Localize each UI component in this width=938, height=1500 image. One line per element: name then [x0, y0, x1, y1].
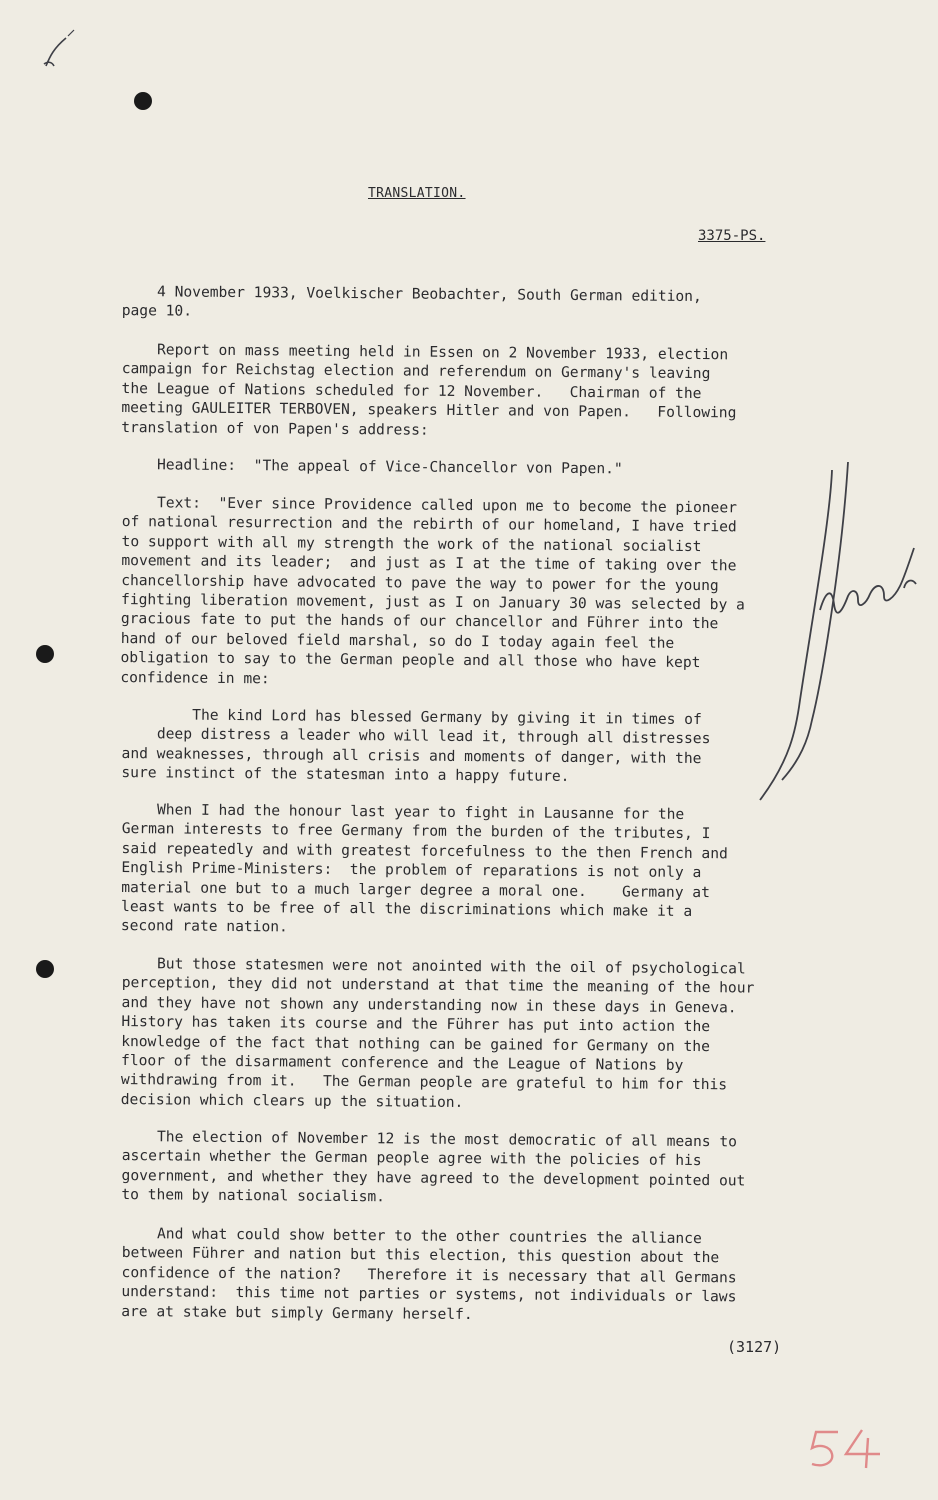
- document-reference: 3375-PS.: [698, 228, 766, 244]
- folio-five: [812, 1432, 838, 1465]
- paragraph-geneva: But those statesmen were not anointed with the oil of psychological perception, they did not understand at that time the meaning of the hour and they have not shown any understanding now in these days in Geneva. History has taken its course and the Führer has put into action the knowledge of the fact that nothing can be gained for Germany on the floor of the disarmament conference and the League of Nations by withdrawing from it. The German people are grateful to him for this decision which clears up the situation.: [120, 954, 755, 1111]
- paragraph-source: 4 November 1933, Voelkischer Beobachter, South German edition, page 10.: [121, 282, 702, 321]
- used-handwriting: [820, 548, 916, 613]
- paragraph-alliance: And what could show better to the other countries the alliance between Führer and nation but this election, this question about the confidence of the nation? Therefore it is necessary that all Germans understand: this time not parties or systems, not individuals or laws are at stake but simply Germany herself.: [121, 1225, 737, 1323]
- folio-four: [846, 1430, 880, 1468]
- paragraph-text: Text: "Ever since Providence called upon me to become the pioneer of national resurrection and the rebirth of our homeland, I have tried to support with all my strength the work of the national socialist movement and its leader; and just as I at the time of taking over the chancellorship have advocated to pave the way to power for the young fighting liberation movement, just as I on January 30 was selected by a gracious fate to put the hands of our chancellor and Führer into the hand of our beloved field marshal, so do I today again feel the obligation to say to the German people and all those who have kept confidence in me:: [120, 493, 745, 687]
- pencil-tick-mark: [40, 26, 90, 76]
- page-number: (3127): [727, 1338, 782, 1356]
- paragraph-quote: The kind Lord has blessed Germany by giving it in times of deep distress a leader who will lead it, through all distresses and weaknesses, through all crisis and moments of danger, with the sure instinct of the statesman into a happy future.: [121, 705, 711, 786]
- paragraph-election: The election of November 12 is the most democratic of all means to ascertain whether the German people agree with the policies of his government, and whether they have agreed to the development pointed out to them by national socialism.: [121, 1128, 746, 1206]
- paragraph-report: Report on mass meeting held in Essen on 2 November 1933, election campaign for Reichstag election and referendum on Germany's leaving the League of Nations scheduled for 12 November. Chairman of the meeting GAULEITER TERBOVEN, speakers Hitler and von Papen. Following translation of von Papen's address:: [121, 340, 737, 439]
- document-title: TRANSLATION.: [368, 186, 466, 201]
- paragraph-lausanne: When I had the honour last year to fight in Lausanne for the German interests to free Germany from the burden of the tributes, I said repeatedly and with greatest forcefulness to the then French and English Prime-Ministers: the problem of reparations is not only a material one but to a much larger degree a moral one. Germany at least wants to be free of all the discriminations which make it a second rate nation.: [120, 800, 728, 936]
- punch-hole-middle: [36, 645, 54, 663]
- punch-hole-bottom: [36, 960, 54, 978]
- paragraph-headline: Headline: "The appeal of Vice-Chancellor von Papen.": [121, 455, 623, 478]
- punch-hole-top: [134, 92, 152, 110]
